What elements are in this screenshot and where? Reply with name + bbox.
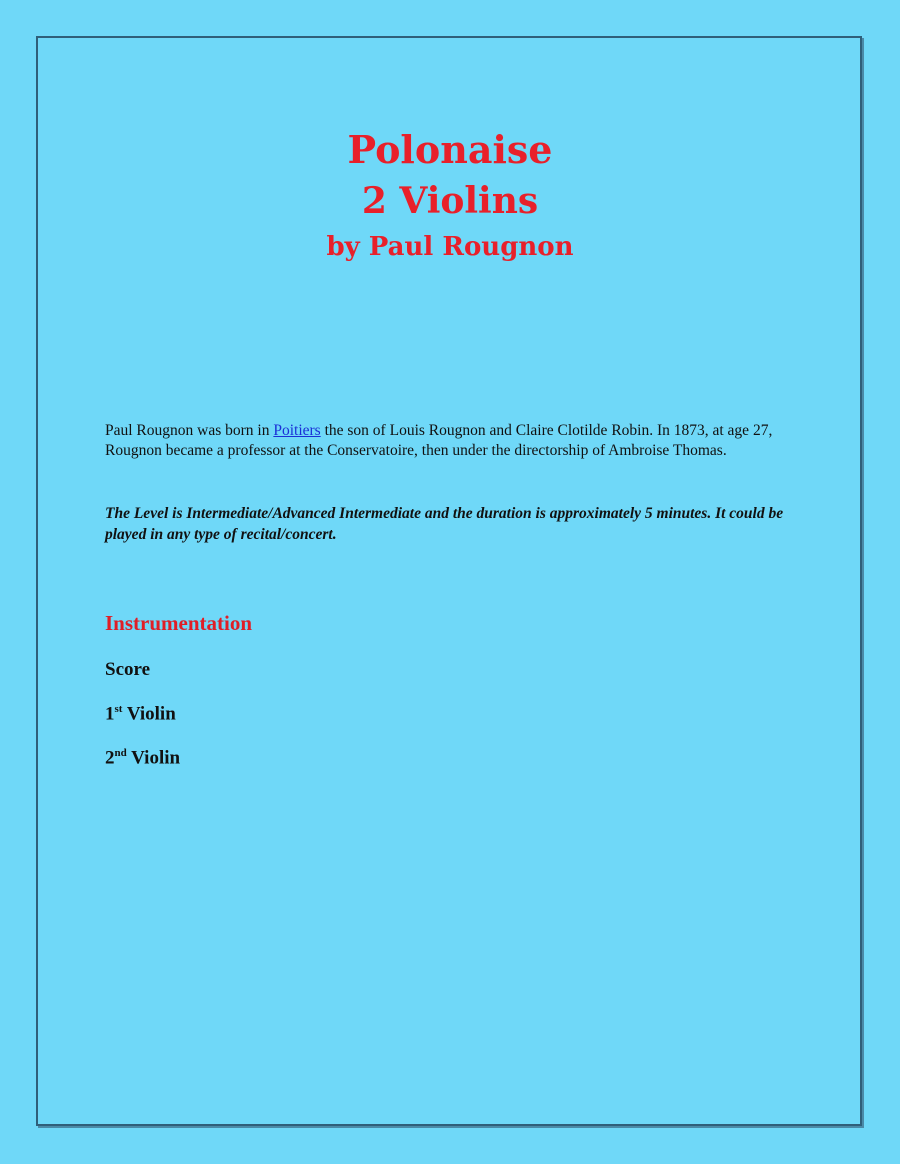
violin1-label: Violin [122,703,176,725]
instrument-violin-1 [105,703,176,725]
violin2-label: Violin [126,747,181,769]
level-description: The Level is Intermediate/Advanced Intermediate and the duration is approximately 5 minutes. It could be played in any type of recital/concert. [105,505,784,543]
composer-bio [105,421,805,461]
violin1-number: 1 [105,703,115,725]
instrument-violin-2 [105,747,180,769]
bio-text-end: the son of Louis Rougnon and Claire Clotilde Robin. In 1873, at age 27, Rougnon became a professor at the Conservatoire, then under the directorship of Ambroise Thomas. [105,422,773,459]
poitiers-link[interactable]: Poitiers [273,422,321,439]
instrument-score: Score [105,659,151,680]
bio-text-start: Paul Rougnon was born in [105,422,274,439]
violin1-ordinal: st [114,703,123,715]
instrumentation-heading: Instrumentation [105,611,253,635]
title-block [0,124,900,268]
title-polonaise: Polonaise [347,127,553,172]
violin2-number: 2 [105,747,115,769]
title-instrument: 2 Violins [361,180,539,222]
title-composer: by Paul Rougnon [326,232,574,262]
violin2-ordinal: nd [114,747,127,759]
